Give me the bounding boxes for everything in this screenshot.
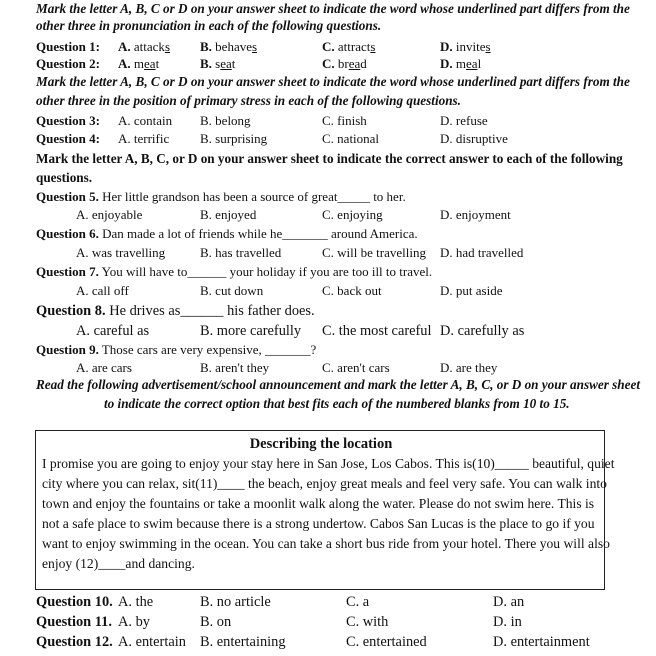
question-stem: Question 7. You will have to______ your holiday if you are too ill to travel. xyxy=(36,264,433,279)
section4-instruction-line1: Read the following advertisement/school announcement and mark the letter A, B, C, or D on your answer sheet xyxy=(36,377,640,392)
option-c[interactable]: C. attracts xyxy=(322,39,376,54)
option-a[interactable]: A. contain xyxy=(118,113,173,128)
question-label: Question 12. xyxy=(36,634,113,650)
option-a[interactable]: A. enjoyable xyxy=(76,207,143,222)
option-d[interactable]: D. enjoyment xyxy=(440,207,511,222)
option-b[interactable]: B. behaves xyxy=(200,39,258,54)
option-a[interactable]: A. entertain xyxy=(118,634,186,650)
option-c[interactable]: C. a xyxy=(346,594,370,610)
question-label: Question 4: xyxy=(36,131,100,146)
option-b[interactable]: B. more carefully xyxy=(200,323,302,339)
option-c[interactable]: C. finish xyxy=(322,113,367,128)
passage-line: enjoy (12)____and dancing. xyxy=(42,556,195,571)
option-b[interactable]: B. aren't they xyxy=(200,360,270,375)
option-b[interactable]: B. on xyxy=(200,614,232,630)
option-b[interactable]: B. surprising xyxy=(200,131,268,146)
option-a[interactable]: A. was travelling xyxy=(76,245,166,260)
option-a[interactable]: A. meat xyxy=(118,56,160,71)
option-b[interactable]: B. entertaining xyxy=(200,634,286,650)
option-b[interactable]: B. has travelled xyxy=(200,245,282,260)
option-c[interactable]: C. will be travelling xyxy=(322,245,426,260)
option-a[interactable]: A. attacks xyxy=(118,39,170,54)
option-b[interactable]: B. cut down xyxy=(200,283,264,298)
question-label: Question 1: xyxy=(36,39,100,54)
option-a[interactable]: A. by xyxy=(118,614,150,630)
option-d[interactable]: D. in xyxy=(493,614,522,630)
option-d[interactable]: D. an xyxy=(493,594,525,610)
option-b[interactable]: B. belong xyxy=(200,113,251,128)
option-d[interactable]: D. refuse xyxy=(440,113,488,128)
option-c[interactable]: C. the most careful xyxy=(322,323,432,339)
section1-instruction-line1: Mark the letter A, B, C or D on your answer sheet to indicate the word whose underlined part differs from the xyxy=(36,1,630,16)
option-d[interactable]: D. put aside xyxy=(440,283,503,298)
passage-title: Describing the location xyxy=(249,436,393,452)
option-b[interactable]: B. seat xyxy=(200,56,236,71)
option-a[interactable]: A. terrific xyxy=(118,131,170,146)
option-a[interactable]: A. the xyxy=(118,594,154,610)
option-c[interactable]: C. entertained xyxy=(346,634,427,650)
option-d[interactable]: D. meal xyxy=(440,56,482,71)
option-c[interactable]: C. aren't cars xyxy=(322,360,390,375)
passage-line: city where you can relax, sit(11)____ the beach, enjoy great meals and feel very safe. You can walk into xyxy=(42,476,607,491)
question-label: Question 11. xyxy=(36,614,112,630)
passage-line: town and enjoy the fountains or take a moonlit walk along the water. Please do not swim here. This is xyxy=(42,496,595,511)
option-a[interactable]: A. careful as xyxy=(76,323,150,339)
option-d[interactable]: D. had travelled xyxy=(440,245,524,260)
passage-line: I promise you are going to enjoy your stay here in San Jose, Los Cabos. This is(10)_____ beautiful, quiet xyxy=(42,456,615,471)
option-d[interactable]: D. carefully as xyxy=(440,323,525,339)
section3-instruction-line1: Mark the letter A, B, C, or D on your answer sheet to indicate the correct answer to each of the following xyxy=(36,151,623,166)
passage-box xyxy=(35,430,615,590)
option-d[interactable]: D. are they xyxy=(440,360,498,375)
question-stem: Question 5. Her little grandson has been a source of great_____ to her. xyxy=(36,189,406,204)
option-a[interactable]: A. call off xyxy=(76,283,129,298)
option-c[interactable]: C. national xyxy=(322,131,380,146)
question-label: Question 3: xyxy=(36,113,100,128)
question-stem: Question 9. Those cars are very expensive, _______? xyxy=(36,342,317,357)
question-label: Question 2: xyxy=(36,56,100,71)
section2-instruction-line1: Mark the letter A, B, C or D on your answer sheet to indicate the word whose underlined part differs from the xyxy=(36,74,630,89)
question-label: Question 10. xyxy=(36,594,113,610)
section1-instruction-line2: other three in pronunciation in each of the following questions. xyxy=(36,18,382,33)
option-d[interactable]: D. invites xyxy=(440,39,491,54)
section3-instruction-line2: questions. xyxy=(36,170,93,185)
question-stem: Question 8. He drives as______ his father does. xyxy=(36,303,315,319)
option-b[interactable]: B. enjoyed xyxy=(200,207,257,222)
option-c[interactable]: C. back out xyxy=(322,283,382,298)
option-c[interactable]: C. bread xyxy=(322,56,367,71)
section4-instruction-line2: to indicate the correct option that best fits each of the numbered blanks from 10 to 15. xyxy=(104,396,570,411)
option-a[interactable]: A. are cars xyxy=(76,360,132,375)
option-b[interactable]: B. no article xyxy=(200,594,271,610)
option-d[interactable]: D. disruptive xyxy=(440,131,508,146)
question-stem: Question 6. Dan made a lot of friends while he_______ around America. xyxy=(36,226,418,241)
passage-line: want to enjoy swimming in the ocean. You can take a short bus ride from your hotel. There you will also xyxy=(42,536,610,551)
section2-instruction-line2: other three in the position of primary stress in each of the following questions. xyxy=(36,93,461,108)
option-d[interactable]: D. entertainment xyxy=(493,634,590,650)
passage-line: not a safe place to swim because there is a strong undertow. Cabos San Lucas is the place to go if you xyxy=(42,516,595,531)
option-c[interactable]: C. with xyxy=(346,614,389,630)
option-c[interactable]: C. enjoying xyxy=(322,207,383,222)
